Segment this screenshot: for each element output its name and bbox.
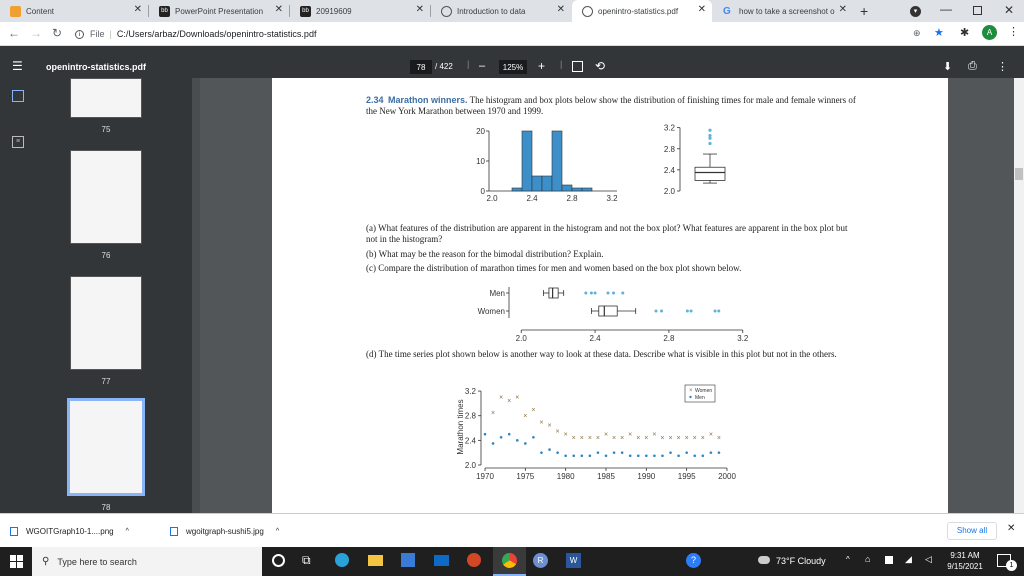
men-point bbox=[597, 451, 600, 454]
box bbox=[599, 306, 617, 316]
thumbnail-page-75[interactable] bbox=[70, 78, 142, 118]
women-point: × bbox=[708, 431, 713, 439]
network-icon[interactable]: ⌂ bbox=[865, 554, 871, 564]
y-tick-label: 2.8 bbox=[663, 144, 675, 154]
tab-powerpoint[interactable] bbox=[149, 0, 289, 22]
google-icon: G bbox=[723, 5, 731, 17]
battery-icon[interactable] bbox=[885, 556, 893, 564]
women-point: × bbox=[628, 431, 633, 439]
legend-women-marker: × bbox=[689, 388, 693, 394]
tab-strip bbox=[0, 0, 1024, 22]
bb-icon: bb bbox=[300, 6, 311, 17]
hamburger-menu-icon[interactable]: ☰ bbox=[12, 59, 23, 73]
women-point: × bbox=[660, 434, 665, 442]
fit-page-icon[interactable] bbox=[572, 61, 583, 72]
wifi-icon[interactable]: ◢ bbox=[905, 554, 912, 564]
content-icon bbox=[10, 6, 21, 17]
time-series-plot bbox=[457, 383, 767, 483]
outlier-point bbox=[612, 292, 615, 295]
minimize-icon[interactable]: — bbox=[940, 2, 952, 16]
download-filename: wgoitgraph-sushi5.jpg bbox=[186, 526, 264, 536]
women-point: × bbox=[668, 434, 673, 442]
word-icon[interactable]: W bbox=[566, 553, 581, 568]
globe-icon bbox=[582, 6, 593, 17]
men-point bbox=[540, 451, 543, 454]
x-tick-label: 2.0 bbox=[486, 194, 498, 203]
sidebar-scrollbar[interactable] bbox=[192, 78, 200, 513]
bookmark-star-icon[interactable]: ★ bbox=[934, 27, 944, 39]
outlier-point bbox=[708, 129, 711, 132]
viewer-scrollbar[interactable] bbox=[1014, 78, 1024, 513]
x-tick-label: 3.2 bbox=[606, 194, 618, 203]
men-women-boxplot bbox=[472, 283, 762, 343]
x-tick-label: 1975 bbox=[516, 472, 535, 481]
image-file-icon bbox=[10, 527, 18, 536]
y-tick-label: 2.4 bbox=[464, 436, 476, 446]
histogram-and-boxplot bbox=[472, 123, 752, 211]
women-point: × bbox=[595, 434, 600, 442]
series-label: Men bbox=[489, 289, 505, 298]
legend-women-label: Women bbox=[695, 388, 713, 394]
outlier-point bbox=[594, 292, 597, 295]
close-icon[interactable]: ✕ bbox=[556, 4, 565, 15]
men-point bbox=[572, 454, 575, 457]
y-axis-label: Marathon times bbox=[456, 399, 465, 455]
profile-avatar[interactable]: A bbox=[982, 25, 997, 40]
outlier-point bbox=[590, 292, 593, 295]
box bbox=[549, 288, 558, 298]
tab-label: Introduction to data bbox=[457, 6, 526, 16]
men-point bbox=[621, 451, 624, 454]
downloads-bar bbox=[0, 513, 1024, 547]
weather-text[interactable]: 73°F Cloudy bbox=[776, 556, 826, 566]
tab-label: Content bbox=[26, 6, 55, 16]
men-point bbox=[564, 454, 567, 457]
women-point: × bbox=[612, 434, 617, 442]
women-point: × bbox=[700, 434, 705, 442]
women-point: × bbox=[539, 419, 544, 427]
back-icon[interactable]: ← bbox=[8, 26, 20, 40]
download-item[interactable] bbox=[170, 522, 320, 540]
women-point: × bbox=[499, 394, 504, 402]
address-bar[interactable]: i File | C:/Users/arbaz/Downloads/openintro-statistics.pdf bbox=[75, 25, 995, 43]
page-number-input[interactable]: 78 bbox=[410, 60, 432, 74]
new-tab-button[interactable]: + bbox=[860, 3, 869, 19]
powerpoint-icon[interactable] bbox=[467, 553, 481, 567]
men-point bbox=[556, 451, 559, 454]
men-point bbox=[589, 454, 592, 457]
women-point: × bbox=[531, 407, 536, 415]
histogram-bar bbox=[562, 185, 572, 191]
rotate-icon[interactable]: ⟲ bbox=[595, 59, 606, 73]
x-tick-label: 1985 bbox=[597, 472, 615, 481]
notification-count-badge: 1 bbox=[1006, 560, 1017, 571]
volume-icon[interactable]: ◁ bbox=[925, 554, 932, 564]
cortana-icon[interactable] bbox=[272, 554, 285, 567]
y-tick-label: 3.2 bbox=[663, 123, 675, 133]
download-item[interactable] bbox=[10, 522, 160, 540]
outlier-point bbox=[660, 310, 663, 313]
maximize-icon[interactable] bbox=[973, 6, 982, 15]
tab-label: openintro-statistics.pdf bbox=[598, 6, 679, 16]
outlier-point bbox=[621, 292, 624, 295]
task-view-icon[interactable]: ⧉ bbox=[302, 553, 311, 567]
women-point: × bbox=[676, 434, 681, 442]
men-point bbox=[710, 451, 713, 454]
tab-search-icon[interactable]: ▾ bbox=[910, 6, 921, 17]
women-point: × bbox=[716, 434, 721, 442]
globe-icon bbox=[441, 6, 452, 17]
histogram-bar bbox=[532, 176, 542, 191]
download-icon[interactable]: ⬇ bbox=[943, 61, 953, 73]
file-explorer-icon[interactable] bbox=[368, 555, 383, 566]
close-icon[interactable]: ✕ bbox=[838, 4, 847, 15]
histogram-bar bbox=[582, 188, 592, 191]
women-point: × bbox=[620, 434, 625, 442]
close-downloads-icon[interactable]: ✕ bbox=[1007, 523, 1016, 534]
x-tick-label: 2.8 bbox=[663, 334, 675, 343]
histogram-bar bbox=[512, 188, 522, 191]
histogram-bar bbox=[542, 176, 552, 191]
chevron-up-icon[interactable]: ^ bbox=[846, 555, 850, 564]
men-point bbox=[669, 451, 672, 454]
women-point: × bbox=[587, 434, 592, 442]
clock-time: 9:31 AM bbox=[950, 551, 980, 560]
men-point bbox=[702, 454, 705, 457]
show-all-button[interactable]: Show all bbox=[947, 522, 997, 540]
women-point: × bbox=[579, 434, 584, 442]
legend-men-marker bbox=[689, 396, 691, 398]
women-point: × bbox=[571, 434, 576, 442]
help-icon[interactable]: ? bbox=[686, 553, 701, 568]
thumbnail-sidebar bbox=[0, 78, 200, 513]
browser-toolbar bbox=[0, 22, 1024, 46]
close-icon[interactable]: ✕ bbox=[133, 4, 142, 15]
tab-google-search[interactable] bbox=[713, 0, 853, 22]
men-point bbox=[524, 442, 527, 445]
men-point bbox=[605, 454, 608, 457]
chrome-taskbar-button[interactable] bbox=[493, 547, 526, 576]
women-point: × bbox=[652, 431, 657, 439]
y-tick-label: 2.8 bbox=[464, 411, 476, 421]
chrome-icon bbox=[502, 553, 517, 568]
close-icon[interactable]: ✕ bbox=[274, 4, 283, 15]
weather-cloud-icon bbox=[758, 556, 770, 564]
histogram-bar bbox=[572, 188, 582, 191]
women-point: × bbox=[555, 428, 560, 436]
men-point bbox=[653, 454, 656, 457]
women-point: × bbox=[644, 434, 649, 442]
zoom-icon[interactable]: ⊕ bbox=[913, 28, 921, 38]
page-total: / 422 bbox=[435, 62, 453, 71]
histogram-bar bbox=[522, 131, 532, 191]
question-b: (b) What may be the reason for the bimodal distribution? Explain. bbox=[366, 249, 604, 259]
y-tick-label: 10 bbox=[476, 157, 485, 166]
men-point bbox=[685, 451, 688, 454]
women-point: × bbox=[692, 434, 697, 442]
tab-20919609[interactable] bbox=[290, 0, 430, 22]
x-tick-label: 2.8 bbox=[566, 194, 578, 203]
question-a: (a) What features of the distribution are apparent in the histogram and not the box plot? What features are apparent in the box plot but not in the histogram? bbox=[366, 223, 848, 244]
x-tick-label: 2000 bbox=[718, 472, 736, 481]
series-label: Women bbox=[477, 307, 505, 316]
zoom-out-button[interactable]: – bbox=[479, 60, 486, 72]
x-tick-label: 3.2 bbox=[737, 334, 749, 343]
outlier-point bbox=[584, 292, 587, 295]
y-tick-label: 2.0 bbox=[663, 187, 675, 196]
outlier-point bbox=[714, 310, 717, 313]
problem-intro bbox=[366, 95, 856, 117]
clock-date: 9/15/2021 bbox=[947, 562, 983, 571]
tab-label: PowerPoint Presentation bbox=[175, 6, 264, 16]
thumbnail-page-77[interactable] bbox=[70, 276, 142, 370]
pdf-page bbox=[272, 78, 948, 513]
close-icon[interactable]: ✕ bbox=[415, 4, 424, 15]
zoom-in-button[interactable]: + bbox=[538, 59, 546, 73]
reload-icon[interactable]: ↻ bbox=[52, 26, 63, 40]
bb-icon: bb bbox=[159, 6, 170, 17]
pdf-toolbar: ☰ openintro-statistics.pdf 78 / 422 | – 125% + | ⟲ ⬇ ⎙ ⋮ bbox=[0, 56, 1024, 78]
taskbar-search-box[interactable] bbox=[32, 547, 262, 576]
question-c: (c) Compare the distribution of marathon times for men and women based on the box plot shown below. bbox=[366, 263, 742, 273]
x-tick-label: 1995 bbox=[677, 472, 696, 481]
r-icon[interactable]: R bbox=[533, 553, 548, 568]
women-point: × bbox=[491, 410, 496, 418]
x-tick-label: 2.4 bbox=[526, 194, 538, 203]
print-icon[interactable]: ⎙ bbox=[968, 60, 977, 72]
outlier-point bbox=[717, 310, 720, 313]
search-icon: ⚲ bbox=[42, 556, 50, 567]
tab-openintro[interactable] bbox=[572, 0, 712, 22]
chevron-up-icon[interactable]: ^ bbox=[275, 527, 280, 535]
chevron-up-icon[interactable]: ^ bbox=[125, 527, 129, 535]
thumbnail-label: 76 bbox=[101, 251, 111, 260]
clock[interactable] bbox=[940, 550, 990, 572]
problem-intro-text: The histogram and box plots below show the distribution of finishing times for male and female winners of the New York Marathon between 1970 and 1999. bbox=[366, 95, 856, 116]
mail-icon[interactable] bbox=[434, 555, 449, 566]
men-point bbox=[677, 454, 680, 457]
women-point: × bbox=[563, 431, 568, 439]
tab-introduction[interactable] bbox=[431, 0, 571, 22]
forward-icon[interactable]: → bbox=[30, 26, 42, 40]
menu-kebab-icon[interactable]: ⋮ bbox=[1008, 26, 1019, 38]
x-tick-label: 2.0 bbox=[515, 334, 527, 343]
more-actions-icon[interactable]: ⋮ bbox=[997, 61, 1008, 73]
women-point: × bbox=[507, 397, 512, 405]
thumbnail-label: 78 bbox=[101, 503, 111, 512]
men-point bbox=[516, 439, 519, 442]
thumbnails-view-icon[interactable] bbox=[12, 90, 24, 102]
men-point bbox=[661, 454, 664, 457]
men-point bbox=[637, 454, 640, 457]
problem-number: 2.34 bbox=[366, 95, 384, 105]
info-icon[interactable]: i bbox=[75, 30, 84, 39]
box bbox=[695, 167, 725, 180]
legend-men-label: Men bbox=[695, 395, 705, 401]
men-point bbox=[532, 436, 535, 439]
question-d: (d) The time series plot shown below is another way to look at these data. Describe what is visible in this plot but not in the others. bbox=[366, 349, 837, 359]
y-tick-label: 0 bbox=[480, 187, 485, 196]
women-point: × bbox=[684, 434, 689, 442]
tab-label: 20919609 bbox=[316, 6, 352, 16]
women-point: × bbox=[636, 434, 641, 442]
women-point: × bbox=[547, 422, 552, 430]
extensions-icon[interactable]: ✱ bbox=[960, 27, 970, 39]
outlier-point bbox=[708, 134, 711, 137]
y-tick-label: 2.0 bbox=[464, 461, 476, 470]
men-point bbox=[508, 433, 511, 436]
outline-view-icon[interactable]: ≡ bbox=[12, 136, 24, 148]
windows-start-icon[interactable] bbox=[10, 555, 23, 568]
problem-heading: Marathon winners. bbox=[388, 95, 468, 105]
women-point: × bbox=[603, 431, 609, 439]
women-point: × bbox=[515, 394, 520, 402]
tab-content[interactable] bbox=[0, 0, 148, 22]
outlier-point bbox=[686, 310, 689, 313]
men-point bbox=[693, 454, 696, 457]
close-icon[interactable]: ✕ bbox=[697, 4, 706, 15]
search-placeholder: Type here to search bbox=[57, 556, 137, 567]
men-point bbox=[548, 448, 551, 451]
y-tick-label: 2.4 bbox=[663, 165, 675, 175]
thumbnail-label: 77 bbox=[101, 377, 111, 386]
men-point bbox=[718, 451, 721, 454]
men-point bbox=[581, 454, 584, 457]
y-tick-label: 20 bbox=[476, 127, 485, 136]
men-point bbox=[629, 454, 632, 457]
pdf-title: openintro-statistics.pdf bbox=[46, 62, 147, 72]
thumbnail-label: 75 bbox=[101, 125, 111, 134]
x-tick-label: 1980 bbox=[556, 472, 575, 481]
men-point bbox=[492, 442, 495, 445]
tab-label: how to take a screenshot o bbox=[739, 6, 835, 16]
thumbnail-page-78[interactable] bbox=[67, 398, 145, 496]
outlier-point bbox=[607, 292, 610, 295]
download-filename: WGOITGraph10-1....png bbox=[26, 526, 114, 536]
zoom-input[interactable]: 125% bbox=[499, 60, 527, 74]
thumbnail-page-76[interactable] bbox=[70, 150, 142, 244]
windows-taskbar bbox=[0, 547, 1024, 576]
men-point bbox=[613, 451, 616, 454]
x-tick-label: 1990 bbox=[637, 472, 656, 481]
outlier-point bbox=[655, 310, 658, 313]
y-tick-label: 3.2 bbox=[464, 387, 476, 397]
file-scheme-label: File bbox=[90, 29, 105, 39]
image-file-icon bbox=[170, 527, 178, 536]
women-point: × bbox=[523, 413, 528, 421]
edge-icon[interactable] bbox=[335, 553, 349, 567]
histogram-bar bbox=[552, 131, 562, 191]
window-close-icon[interactable]: ✕ bbox=[1004, 3, 1015, 17]
x-tick-label: 2.4 bbox=[589, 334, 601, 343]
outlier-point bbox=[690, 310, 693, 313]
store-icon[interactable] bbox=[401, 553, 415, 567]
x-tick-label: 1970 bbox=[476, 472, 494, 481]
men-point bbox=[484, 433, 487, 436]
men-point bbox=[645, 454, 648, 457]
men-point bbox=[500, 436, 503, 439]
outlier-point bbox=[708, 142, 711, 145]
url-text[interactable]: C:/Users/arbaz/Downloads/openintro-statistics.pdf bbox=[116, 29, 317, 39]
